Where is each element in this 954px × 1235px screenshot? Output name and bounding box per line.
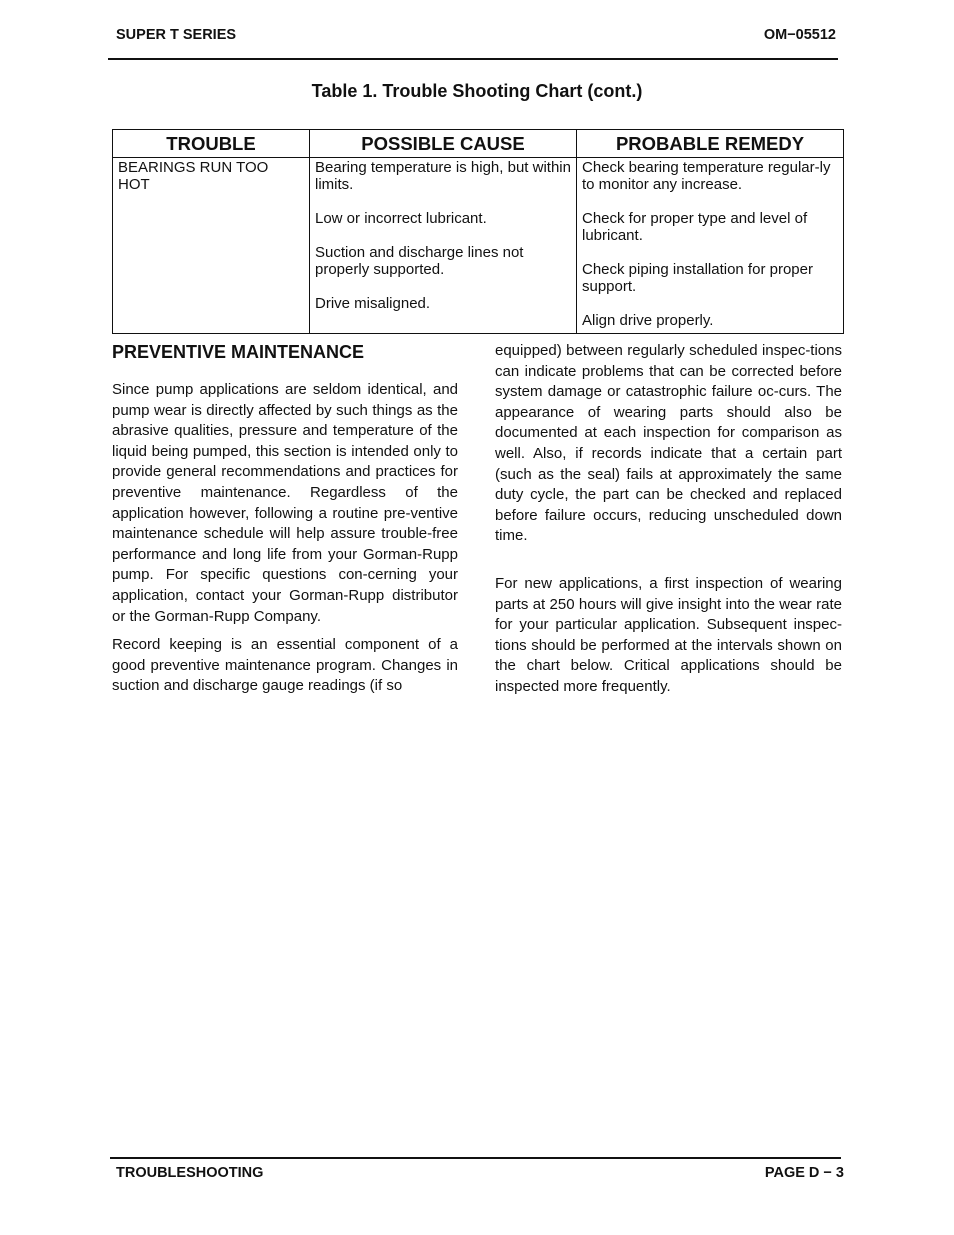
text-column-left [112,341,458,697]
body-paragraph: Since pump applications are seldom identical, and pump wear is directly affected by such things as the abrasive qualities, pressure and temperature of the liquid being pumped, this section is intended only to provide general recommendations and practices for preventive maintenance. Regardless of the application however, following a routine pre-ventive maintenance schedule will help assure trouble-free performance and long life from your Gorman-Rupp pump. For specific questions con-cerning your application, contact your Gorman-Rupp distributor or the Gorman-Rupp Company. [112,381,458,625]
header-doc-number: OM−05512 [763,27,836,43]
cause-cell [310,158,577,334]
body-paragraph: Record keeping is an essential component of a good preventive maintenance program. Changes in suction and discharge gauge readings (if so [112,636,458,695]
table-row [113,158,844,334]
remedy-entry: Check for proper type and level of lubricant. [582,210,808,244]
remedy-entry: Check bearing temperature regular-ly to monitor any increase. [582,159,831,193]
header-series: SUPER T SERIES [116,27,237,43]
table-header-row [113,130,844,158]
column-header-possible-cause: POSSIBLE CAUSE [310,130,577,158]
cause-entry: Drive misaligned. [315,295,431,312]
cause-entry: Suction and discharge lines not properly supported. [315,244,524,278]
cause-entry: Low or incorrect lubricant. [315,210,487,227]
section-heading: PREVENTIVE MAINTENANCE [112,342,365,362]
header-rule [108,58,838,60]
cause-entry: Bearing temperature is high, but within limits. [315,159,571,193]
column-header-probable-remedy: PROBABLE REMEDY [577,130,844,158]
table-title: Table 1. Trouble Shooting Chart (cont.) [311,81,643,101]
remedy-entry: Align drive properly. [582,312,714,329]
footer-page-number: PAGE D − 3 [764,1165,844,1181]
trouble-cell: BEARINGS RUN TOO HOT [113,158,310,334]
footer-chapter: TROUBLESHOOTING [116,1165,264,1181]
footer-rule [110,1157,841,1159]
remedy-cell [577,158,844,334]
text-column-right [495,341,842,698]
trouble-shooting-table [112,129,844,334]
body-paragraph: equipped) between regularly scheduled inspec-tions can indicate problems that can be corrected before system damage or catastrophic failure oc-curs. The appearance of wearing parts should also be documented at each inspection for comparison as well. Also, if records indicate that a certain part (such as the seal) fails at approximately the same duty cycle, the part can be checked and replaced before failure occurs, reducing unscheduled down time. [495,342,842,545]
remedy-entry: Check piping installation for proper support. [582,261,813,295]
body-paragraph: For new applications, a first inspection of wearing parts at 250 hours will give insight into the wear rate for your particular application. Subsequent inspec-tions should be performed at the intervals shown on the chart below. Critical applications should be inspected more frequently. [495,574,842,695]
column-header-trouble: TROUBLE [113,130,310,158]
